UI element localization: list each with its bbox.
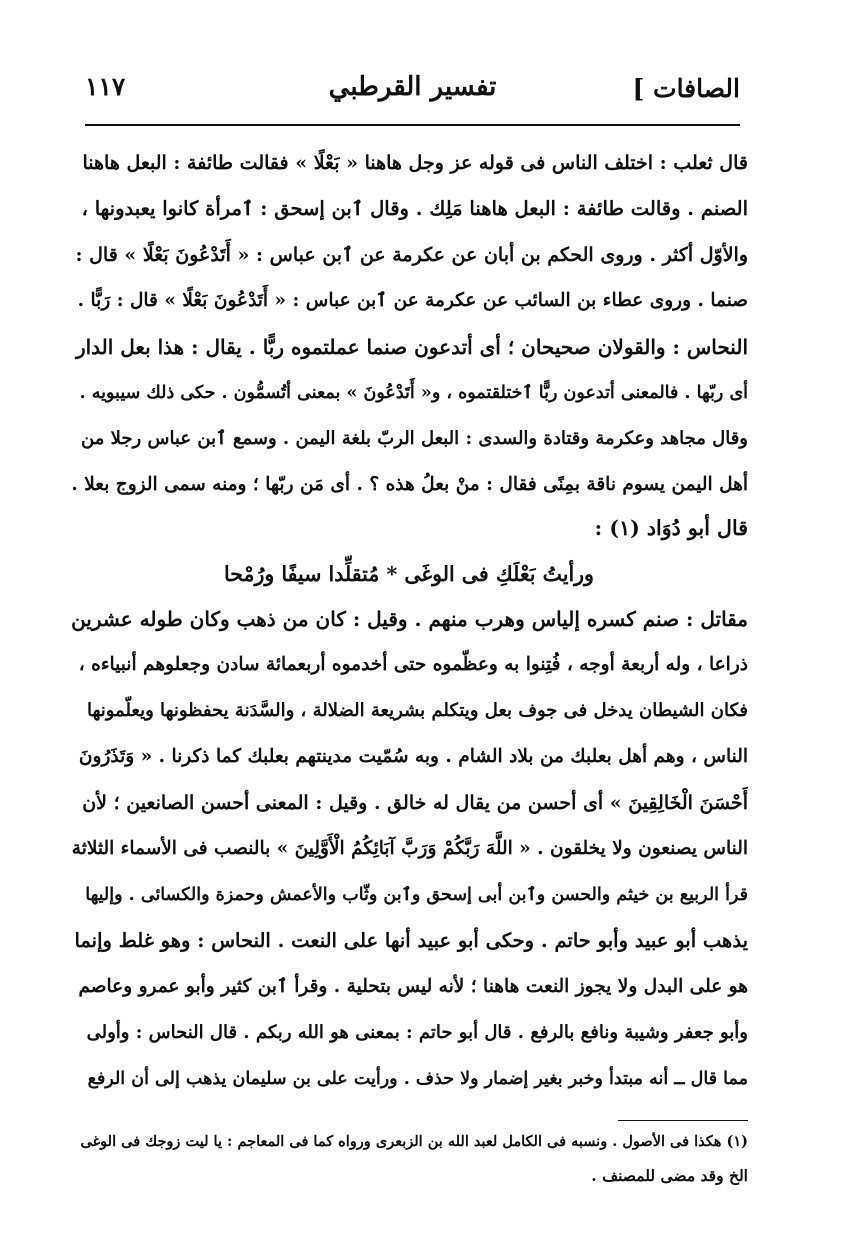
footnotes: [70, 1125, 748, 1193]
text-line: قرأ الربيع بن خيثم والحسن وٱبن أبى إسحق وٱبن وثّاب والأعمش وحمزة والكسائى . وإليها: [85, 885, 748, 905]
text-line: يذهب أبو عبيد وأبو حاتم . وحكى أبو عبيد أنها على النعت . النحاس : وهو غلط وإنما: [74, 929, 748, 952]
text-line: قال ثعلب : اختلف الناس فى قوله عز وجل هاهنا « بَعْلًا » فقالت طائفة : البعل هاهنا: [82, 152, 748, 174]
text-line: صنما . وروى عطاء بن السائب عن عكرمة عن ٱبن عباس : « أَتَدْعُونَ بَعْلًا » قال : رَبًّا .: [77, 290, 748, 311]
text-line: والأوّل أكثر . وروى الحكم بن أبان عن عكرمة عن ٱبن عباس : « أَتَدْعُونَ بَعْلًا » قال :: [75, 244, 748, 266]
page-header: [85, 62, 740, 110]
text-line: أَحْسَنَ الْخَالِقِينَ » أى أحسن من يقال له خالق . وقيل : المعنى أحسن الصانعين ؛ لأن: [82, 792, 748, 814]
text-line: الناس يصنعون ولا يخلقون . « اللَّهَ رَبَّكُمْ وَرَبَّ آبَائِكُمُ الْأَوَّلِينَ » بالنصب فى الأسماء الثلاثة: [71, 838, 748, 859]
text-line: أى ربّها . فالمعنى أتدعون ربًّا ٱختلقتموه ، و« أَتَدْعُونَ » بمعنى أتُسمُّون . حكى ذلك سيبويه .: [79, 383, 748, 403]
text-line: مقاتل : صنم كسره إلياس وهرب منهم . وقيل : كان من ذهب وكان طوله عشرين: [71, 607, 748, 631]
main-text: [70, 140, 748, 1102]
footnote-rule: [618, 1120, 748, 1121]
header-rule: [85, 124, 740, 126]
poem-verse: ورأيتُ بَعْلَكِ فى الوغَى * مُتقلِّدا سيفًا ورُمْحا: [224, 562, 594, 586]
text-line: أهل اليمن يسوم ناقة بمِنًى فقال : منْ بعلُ هذه ؟ . أى مَن ربّها ؛ ومنه سمى الزوج بعلا .: [71, 474, 748, 495]
book-title: تفسير القرطبي: [328, 72, 497, 102]
text-line: وقال مجاهد وعكرمة وقتادة والسدى : البعل الربّ بلغة اليمن . وسمع ٱبن عباس رجلا من: [81, 428, 748, 449]
text-line: ذراعا ، وله أربعة أوجه ، فُتِنوا به وعظّموه حتى أخدموه أربعمائة سادن وجعلوهم أنبياءه ،: [78, 654, 748, 675]
footnote-line: الخ وقد مضى للمصنف .: [591, 1166, 748, 1185]
text-line: هو على البدل ولا يجوز النعت هاهنا ؛ لأنه ليس بتحلية . وقرأ ٱبن كثير وأبو عمرو وعاصم: [78, 976, 748, 997]
text-line: وأبو جعفر وشيبة ونافع بالرفع . قال أبو حاتم : بمعنى هو الله ربكم . قال النحاس : وأولى: [86, 1022, 748, 1043]
text-line: مما قال ــ أنه مبتدأ وخبر بغير إضمار ولا حذف . ورأيت على بن سليمان يذهب إلى أن الرفع: [87, 1069, 748, 1089]
text-line: النحاس : والقولان صحيحان ؛ أى أتدعون صنما عملتموه ربًّا . يقال : هذا بعل الدار: [75, 335, 748, 359]
poet-attribution: قال أبو دُوَاد (١) :: [594, 516, 748, 540]
text-line: الصنم . وقالت طائفة : البعل هاهنا مَلِك . وقال ٱبن إسحق : ٱمرأة كانوا يعبدونها ،: [81, 197, 748, 220]
footnote-line: (١) هكذا فى الأصول . ونسبه فى الكامل لعبد الله بن الزبعرى ورواه كما فى المعاجم : يا ليت زوجك فى الوغى: [80, 1133, 748, 1150]
text-line: الناس ، وهم أهل بعلبك من بلاد الشام . وبه سُمّيت مدينتهم بعلبك كما ذكرنا . « وَتَذَرُونَ: [78, 746, 748, 767]
text-line: فكان الشيطان يدخل فى جوف بعل ويتكلم بشريعة الضلالة ، والسَّدَنة يحفظونها ويعلّمونها: [86, 700, 748, 721]
surah-name: الصافات ]: [632, 74, 740, 103]
page-number: ١١٧: [85, 72, 126, 101]
